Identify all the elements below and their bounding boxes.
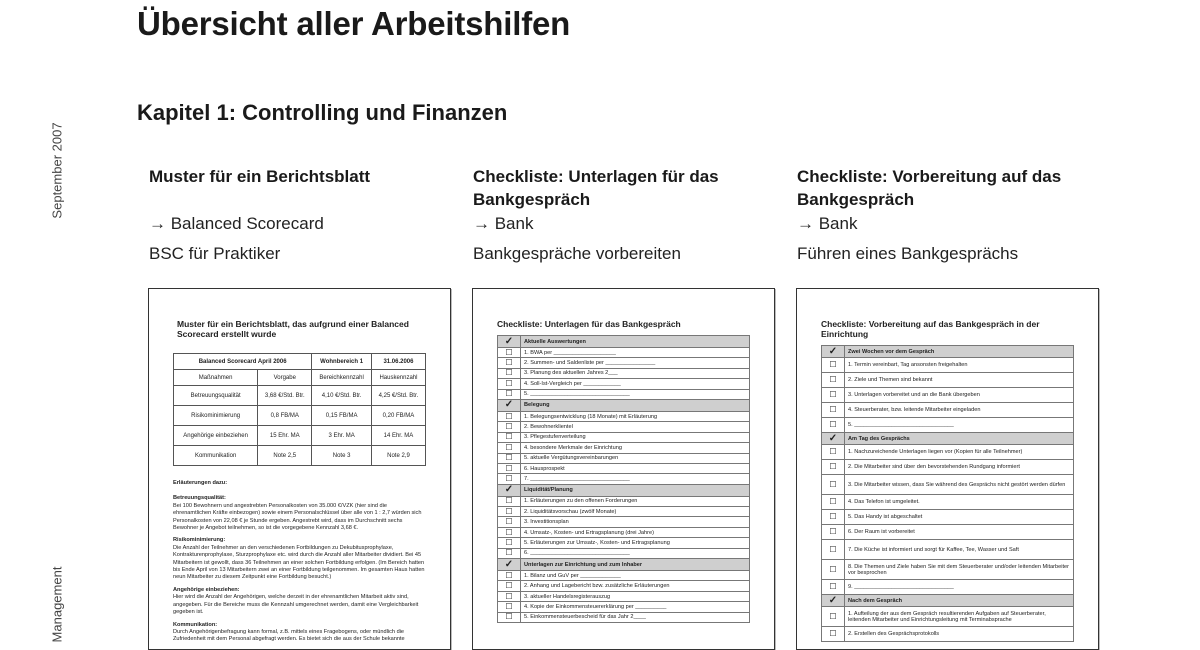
side-label-date: September 2007 [49, 122, 65, 219]
checkmark-icon: ✓ [822, 595, 845, 607]
item-label: 3. Planung des aktuellen Jahres 2___ [521, 368, 750, 378]
tool-title: Checkliste: Unterlagen für das Bankgespräch [473, 167, 719, 209]
item-label: 6. ________________________________ [521, 548, 750, 558]
tool-subtopic: Bankgespräche vorbereiten [473, 244, 681, 263]
table-cell: Betreuungsqualität [174, 386, 258, 406]
checkbox-icon: ☐ [498, 432, 521, 442]
checkbox-icon: ☐ [498, 581, 521, 591]
checklist-item [822, 460, 1074, 475]
item-label: 7. Die Küche ist informiert und sorgt für Kaffee, Tee, Wasser und Saft [845, 540, 1074, 560]
checklist-item [498, 368, 750, 378]
tool-topic-link[interactable]: → Bank [797, 214, 858, 233]
table-row [174, 426, 426, 446]
checkbox-icon: ☐ [498, 602, 521, 612]
table-cell: Note 2,9 [371, 446, 425, 466]
section-title: Zwei Wochen vor dem Gespräch [845, 346, 1074, 358]
checklist-item [822, 580, 1074, 595]
checklist-section-header [498, 336, 750, 348]
table-cell: 0,20 FB/MA [371, 406, 425, 426]
checkbox-icon: ☐ [498, 496, 521, 506]
item-label: 1. Termin vereinbart, Tag ansonsten freigehalten [845, 358, 1074, 373]
item-label: 3. Pflegestufenverteilung [521, 432, 750, 442]
table-cell: 3 Ehr. MA [312, 426, 372, 446]
checkbox-icon: ☐ [498, 463, 521, 473]
checklist-item [822, 495, 1074, 510]
table-cell: Bereichkennzahl [312, 370, 372, 386]
item-label: 1. Bilanz und GuV per _____________ [521, 571, 750, 581]
document-thumbnail-berichtsblatt[interactable] [148, 288, 451, 650]
checklist-item [498, 602, 750, 612]
item-label: 4. Umsatz-, Kosten- und Ertragsplanung (drei Jahre) [521, 527, 750, 537]
item-label: 9. ________________________________ [845, 580, 1074, 595]
checkbox-icon: ☐ [498, 474, 521, 484]
checklist-item [498, 507, 750, 517]
checkbox-icon: ☐ [822, 525, 845, 540]
checkmark-icon: ✓ [498, 336, 521, 348]
checklist-item [498, 612, 750, 622]
checklist-section-header [498, 399, 750, 411]
checklist-table [821, 345, 1074, 642]
checklist-section-header [822, 346, 1074, 358]
checkbox-icon: ☐ [822, 495, 845, 510]
bsc-header-title: Balanced Scorecard April 2006 [174, 354, 312, 370]
checkbox-icon: ☐ [498, 527, 521, 537]
checklist-item [822, 607, 1074, 627]
note-text: Die Anzahl der Teilnehmer an den verschiedenen Fortbildungen zu Dekubitusprophylaxe, Kontrakturenprophylaxe, Sturzprophylaxe etc. wird durch die Anzahl aller Mitarbeiter dividiert. Bei 45 Mitarbeitern ist gewollt, dass 36 Teilnehmen an einer solchen Fortbildung erfolgen. (Im Bereich hatten bis Ende April von 13 Mitarbeitern zwei an einer Fortbildung teilgenommen. Im gesamten Haus hatten neun Mitarbeiter zu diesem Zeitpunkt eine Fortbildung besucht.) [173, 544, 425, 581]
document-thumbnail-unterlagen[interactable] [472, 288, 775, 650]
note-paragraph [173, 622, 426, 644]
page-title: Übersicht aller Arbeitshilfen [137, 5, 571, 42]
checklist-item [822, 540, 1074, 560]
checkbox-icon: ☐ [498, 612, 521, 622]
table-row [174, 386, 426, 406]
item-label: 4. Das Telefon ist umgeleitet. [845, 495, 1074, 510]
item-label: 7. ________________________________ [521, 474, 750, 484]
item-label: 2. Die Mitarbeiter sind über den bevorstehenden Rundgang informiert [845, 460, 1074, 475]
table-row [174, 406, 426, 426]
table-cell: 3,68 €/Std. Btr. [258, 386, 312, 406]
checkbox-icon: ☐ [822, 445, 845, 460]
checklist-section-header [498, 484, 750, 496]
checklist-item [498, 474, 750, 484]
item-label: 5. Einkommensteuerbescheid für das Jahr 2____ [521, 612, 750, 622]
checklist-item [498, 463, 750, 473]
checklist-item [498, 443, 750, 453]
doc-title: Muster für ein Berichtsblatt, das aufgrund einer Balanced Scorecard erstellt wurde [177, 319, 409, 339]
bsc-header-date: 31.06.2006 [371, 354, 425, 370]
checklist-item [822, 627, 1074, 642]
checkbox-icon: ☐ [498, 453, 521, 463]
note-paragraph [173, 587, 426, 617]
checkbox-icon: ☐ [498, 571, 521, 581]
table-cell: Angehörige einbeziehen [174, 426, 258, 446]
item-label: 2. Ziele und Themen sind bekannt [845, 373, 1074, 388]
section-title: Aktuelle Auswertungen [521, 336, 750, 348]
checklist-item [498, 581, 750, 591]
table-cell: Kommunikation [174, 446, 258, 466]
checkbox-icon: ☐ [822, 460, 845, 475]
section-title: Unterlagen zur Einrichtung und zum Inhaber [521, 559, 750, 571]
table-cell: Risikominimierung [174, 406, 258, 426]
note-paragraph [173, 537, 426, 581]
table-cell: Maßnahmen [174, 370, 258, 386]
checklist-item [498, 517, 750, 527]
table-cell: 0,8 FB/MA [258, 406, 312, 426]
section-title: Am Tag des Gesprächs [845, 433, 1074, 445]
item-label: 5. Erläuterungen zur Umsatz-, Kosten- und Ertragsplanung [521, 538, 750, 548]
bsc-table [173, 353, 426, 466]
item-label: 5. ________________________________ [521, 389, 750, 399]
checklist-item [822, 418, 1074, 433]
checklist-item [822, 510, 1074, 525]
item-label: 2. Erstellen des Gesprächsprotokolls [845, 627, 1074, 642]
item-label: 2. Summen- und Saldenliste per ________________ [521, 358, 750, 368]
checkbox-icon: ☐ [498, 443, 521, 453]
checkmark-icon: ✓ [498, 484, 521, 496]
item-label: 2. Anhang und Lagebericht bzw. zusätzliche Erläuterungen [521, 581, 750, 591]
tool-topic-link[interactable]: → Bank [473, 214, 534, 233]
checklist-item [822, 373, 1074, 388]
checklist-item [498, 591, 750, 601]
checklist-item [498, 358, 750, 368]
checklist-item [498, 548, 750, 558]
tool-subtopic: Führen eines Bankgesprächs [797, 244, 1019, 263]
item-label: 1. Erläuterungen zu den offenen Forderungen [521, 496, 750, 506]
checkbox-icon: ☐ [822, 580, 845, 595]
table-cell: Note 3 [312, 446, 372, 466]
checklist-table [497, 335, 750, 623]
table-cell: 4,10 €/Std. Btr. [312, 386, 372, 406]
checkbox-icon: ☐ [822, 510, 845, 525]
tool-subtopic: BSC für Praktiker [149, 244, 281, 263]
checkbox-icon: ☐ [498, 358, 521, 368]
checkbox-icon: ☐ [822, 358, 845, 373]
checkmark-icon: ✓ [822, 346, 845, 358]
chapter-heading: Kapitel 1: Controlling und Finanzen [137, 100, 508, 125]
checkbox-icon: ☐ [822, 627, 845, 642]
checklist-item [822, 525, 1074, 540]
checkmark-icon: ✓ [498, 399, 521, 411]
checklist-item [498, 538, 750, 548]
checklist-item [498, 348, 750, 358]
note-head: Betreuungsqualität: [173, 495, 226, 502]
checkbox-icon: ☐ [498, 389, 521, 399]
item-label: 4. Steuerberater, bzw. leitende Mitarbeiter eingeladen [845, 403, 1074, 418]
document-thumbnail-vorbereitung[interactable] [796, 288, 1099, 650]
checklist-item [822, 560, 1074, 580]
table-cell: 15 Ehr. MA [258, 426, 312, 446]
checkbox-icon: ☐ [822, 418, 845, 433]
side-label-topic: Management [49, 566, 65, 643]
note-text: Bei 100 Bewohnern und angestrebten Personalkosten von 35.000 €/VZK (hier sind die ehrenamtlichen Kräfte einbezogen) sowie einem Personalschlüssel über alle von 1 : 2,7 würden sich Personalkosten von 22,08 € je Stunde ergeben. Angestrebt wird, dass im Durchschnitt sechs Bewohner je Angebot teilnehmen, so ist die vorgegebene Kennzahl 3,68 €. [173, 502, 422, 532]
checklist-item [822, 403, 1074, 418]
item-label: 8. Die Themen und Ziele haben Sie mit dem Steuerberater und/oder leitenden Mitarbeiter vor besprochen [845, 560, 1074, 580]
table-cell: Note 2,5 [258, 446, 312, 466]
note-text: Durch Angehörigenbefragung kann formal, z.B. mittels eines Fragebogens, oder mündlich die Zufriedenheit mit dem Personal abgefragt werden. Es bietet sich die aus der Schule bekannte [173, 628, 405, 643]
checkbox-icon: ☐ [822, 560, 845, 580]
checkbox-icon: ☐ [498, 548, 521, 558]
checkbox-icon: ☐ [498, 348, 521, 358]
checklist-item [498, 389, 750, 399]
item-label: 5. ________________________________ [845, 418, 1074, 433]
item-label: 1. Belegungsentwicklung (18 Monate) mit Erläuterung [521, 411, 750, 421]
item-label: 4. Kopie der Einkommensteuererklärung per __________ [521, 602, 750, 612]
notes-title: Erläuterungen dazu: [173, 480, 228, 486]
checklist-item [822, 358, 1074, 373]
item-label: 6. Hausprospekt [521, 463, 750, 473]
checkbox-icon: ☐ [822, 607, 845, 627]
bsc-header-area: Wohnbereich 1 [312, 354, 372, 370]
checkbox-icon: ☐ [822, 403, 845, 418]
item-label: 1. Aufteilung der aus dem Gespräch resultierenden Aufgaben auf Steuerberater, leitenden Mitarbeiter und Einrichtungsleitung mit Terminabsprache [845, 607, 1074, 627]
tool-title: Muster für ein Berichtsblatt [149, 167, 371, 186]
doc-notes [173, 480, 426, 644]
checklist-item [498, 571, 750, 581]
tool-title: Checkliste: Vorbereitung auf das Bankgespräch [797, 167, 1062, 209]
table-cell: Hauskennzahl [371, 370, 425, 386]
doc-title: Checkliste: Vorbereitung auf das Bankgespräch in der Einrichtung [821, 319, 1040, 339]
item-label: 3. Unterlagen vorbereitet und an die Bank übergeben [845, 388, 1074, 403]
table-cell: Vorgabe [258, 370, 312, 386]
checklist-item [498, 453, 750, 463]
doc-title: Checkliste: Unterlagen für das Bankgespräch [497, 319, 681, 329]
item-label: 4. besondere Merkmale der Einrichtung [521, 443, 750, 453]
checkbox-icon: ☐ [822, 475, 845, 495]
tool-card-berichtsblatt [149, 165, 454, 273]
item-label: 2. Bewohnerklientel [521, 422, 750, 432]
checkmark-icon: ✓ [498, 559, 521, 571]
checkbox-icon: ☐ [822, 388, 845, 403]
item-label: 3. Investitionsplan [521, 517, 750, 527]
section-title: Belegung [521, 399, 750, 411]
checkmark-icon: ✓ [822, 433, 845, 445]
table-cell: 0,15 FB/MA [312, 406, 372, 426]
checklist-section-header [822, 595, 1074, 607]
checkbox-icon: ☐ [498, 368, 521, 378]
checkbox-icon: ☐ [498, 538, 521, 548]
checklist-item [498, 411, 750, 421]
tool-card-vorbereitung [797, 165, 1102, 273]
checkbox-icon: ☐ [822, 373, 845, 388]
table-row [174, 446, 426, 466]
item-label: 1. BWA per ____________________ [521, 348, 750, 358]
item-label: 3. Die Mitarbeiter wissen, dass Sie während des Gesprächs nicht gestört werden dürfen [845, 475, 1074, 495]
checklist-section-header [822, 433, 1074, 445]
bsc-table-header [174, 354, 426, 370]
checklist-item [498, 422, 750, 432]
tool-card-unterlagen [473, 165, 778, 273]
checklist-item [822, 475, 1074, 495]
section-title: Liquidität/Planung [521, 484, 750, 496]
note-head: Angehörige einbeziehen: [173, 586, 240, 593]
table-cell: 14 Ehr. MA [371, 426, 425, 446]
checkbox-icon: ☐ [498, 591, 521, 601]
item-label: 4. Soll-Ist-Vergleich per ____________ [521, 379, 750, 389]
section-title: Nach dem Gespräch [845, 595, 1074, 607]
item-label: 2. Liquiditätsvorschau (zwölf Monate) [521, 507, 750, 517]
note-paragraph [173, 495, 426, 532]
item-label: 1. Nachzureichende Unterlagen liegen vor (Kopien für alle Teilnehmer) [845, 445, 1074, 460]
tool-topic-link[interactable]: → Balanced Scorecard [149, 214, 324, 233]
checklist-item [498, 379, 750, 389]
checklist-item [822, 445, 1074, 460]
checkbox-icon: ☐ [822, 540, 845, 560]
item-label: 3. aktueller Handelsregisterauszug [521, 591, 750, 601]
checkbox-icon: ☐ [498, 517, 521, 527]
checklist-item [498, 432, 750, 442]
checklist-item [498, 527, 750, 537]
checkbox-icon: ☐ [498, 411, 521, 421]
item-label: 5. aktuelle Vergütungsvereinbarungen [521, 453, 750, 463]
item-label: 5. Das Handy ist abgeschaltet [845, 510, 1074, 525]
checkbox-icon: ☐ [498, 422, 521, 432]
table-cell: 4,25 €/Std. Btr. [371, 386, 425, 406]
note-text: Hier wird die Anzahl der Angehörigen, welche derzeit in der ehrenamtlichen Mitarbeit aktiv sind, angegeben. Für die Bereiche muss die Kennzahl umgerechnet werden, damit eine Vergleichbarkeit gegeben ist. [173, 594, 419, 616]
item-label: 6. Der Raum ist vorbereitet [845, 525, 1074, 540]
checklist-item [822, 388, 1074, 403]
note-head: Risikominimierung: [173, 537, 226, 544]
checkbox-icon: ☐ [498, 379, 521, 389]
note-head: Kommunikation: [173, 621, 218, 628]
checklist-section-header [498, 559, 750, 571]
checkbox-icon: ☐ [498, 507, 521, 517]
checklist-item [498, 496, 750, 506]
bsc-table-columns [174, 370, 426, 386]
